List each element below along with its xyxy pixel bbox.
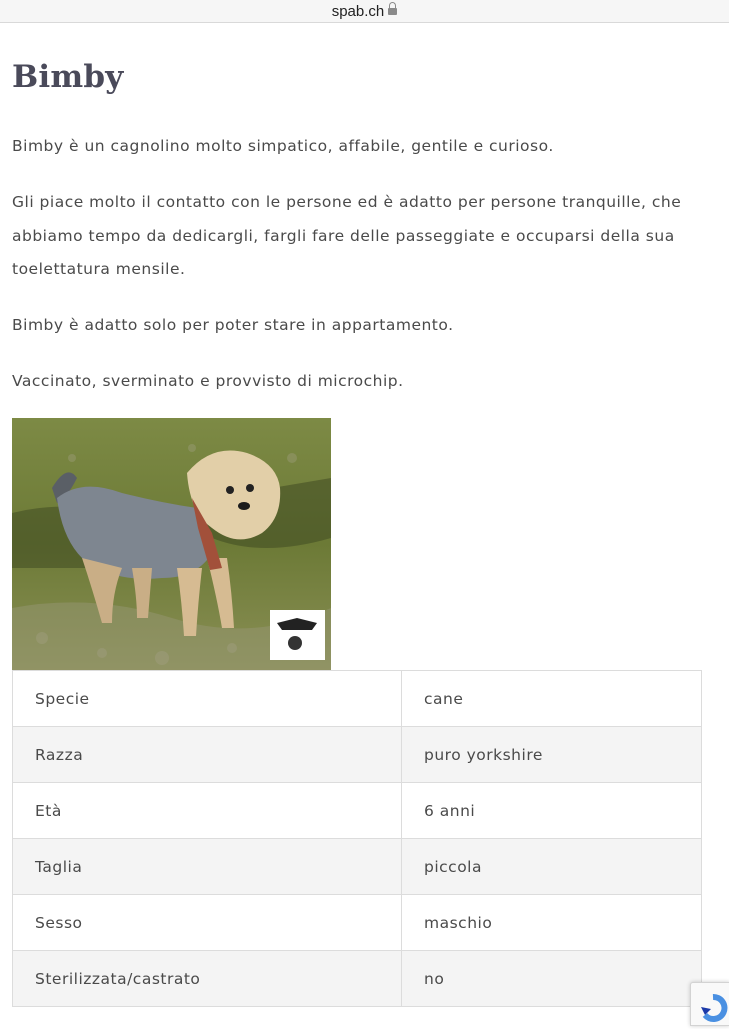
table-row (13, 895, 702, 951)
table-row (13, 839, 702, 895)
browser-address-bar[interactable] (0, 0, 729, 23)
table-row (13, 671, 702, 727)
detail-label: Età (13, 783, 402, 839)
table-row (13, 951, 702, 1007)
detail-value: maschio (402, 895, 702, 951)
detail-label: Taglia (13, 839, 402, 895)
description-paragraph: Vaccinato, sverminato e provvisto di microchip. (12, 372, 404, 390)
detail-value: 6 anni (402, 783, 702, 839)
url-text: spab.ch (331, 2, 385, 20)
detail-value: piccola (402, 839, 702, 895)
description-paragraph: Bimby è un cagnolino molto simpatico, affabile, gentile e curioso. (12, 137, 554, 155)
description-paragraph: Bimby è adatto solo per poter stare in appartamento. (12, 316, 454, 334)
dog-photo (12, 418, 331, 670)
detail-label: Specie (13, 671, 402, 727)
detail-label: Razza (13, 727, 402, 783)
table-row (13, 783, 702, 839)
table-row (13, 727, 702, 783)
page-title: Bimby (12, 59, 124, 95)
detail-label: Sesso (13, 895, 402, 951)
description-paragraph: Gli piace molto il contatto con le persone ed è adatto per persone tranquille, che abbiamo tempo da dedicargli, fargli fare delle passeggiate e occuparsi della sua toelettatura mensile. (12, 193, 682, 278)
detail-label: Sterilizzata/castrato (13, 951, 402, 1007)
detail-value: puro yorkshire (402, 727, 702, 783)
recaptcha-badge-icon[interactable] (690, 982, 729, 1026)
detail-value: no (402, 951, 702, 1007)
detail-value: cane (402, 671, 702, 727)
article-content (12, 58, 702, 988)
details-table (12, 670, 702, 1007)
lock-icon (388, 7, 397, 17)
